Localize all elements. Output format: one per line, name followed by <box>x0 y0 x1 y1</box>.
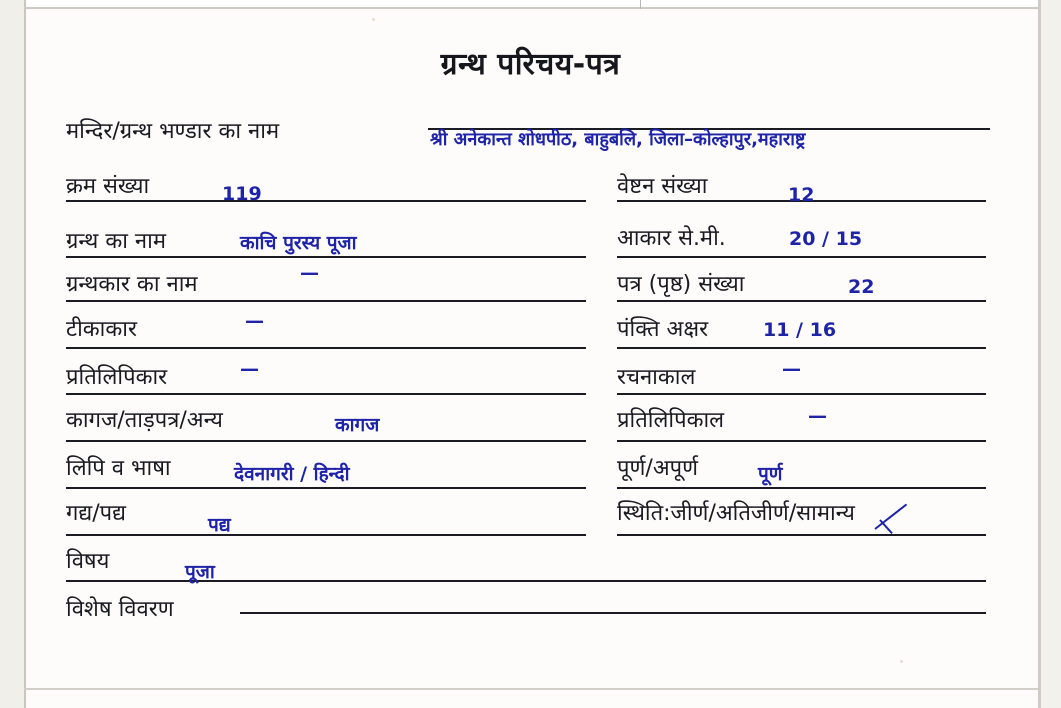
rule-size-cm <box>617 256 986 258</box>
rule-scribe <box>66 393 586 395</box>
field-value-commentator: — <box>245 310 263 332</box>
field-label-size-cm: आकार से.मी. <box>617 226 726 251</box>
field-label-special-remarks: विशेष विवरण <box>66 597 174 622</box>
field-value-manuscript-name: काचि पुरस्य पूजा <box>240 232 357 254</box>
rule-serial-number <box>66 200 586 202</box>
paper-edge-right <box>1038 0 1041 708</box>
field-label-lines-letters: पंक्ति अक्षर <box>617 317 709 342</box>
field-value-prose-verse: पद्य <box>208 514 231 536</box>
field-value-size-cm: 20 / 15 <box>789 228 863 250</box>
field-label-complete-incomplete: पूर्ण/अपूर्ण <box>617 456 699 481</box>
field-value-author-name: — <box>300 262 318 284</box>
rule-condition <box>617 534 986 536</box>
rule-special-remarks <box>240 612 986 614</box>
field-value-bundle-number: 12 <box>788 184 815 206</box>
page-title: ग्रन्थ परिचय-पत्र <box>440 47 621 82</box>
paper-edge-bottom <box>24 688 1038 690</box>
field-label-composition-date: रचनाकाल <box>617 365 696 390</box>
condition-selection-mark <box>874 504 907 530</box>
paper-speck <box>372 18 375 21</box>
rule-complete-incomplete <box>617 487 986 489</box>
rule-lines-letters <box>617 347 986 349</box>
field-label-author-name: ग्रन्थकार का नाम <box>66 272 198 297</box>
field-value-script-language: देवनागरी / हिन्दी <box>234 463 350 485</box>
field-value-folio-count: 22 <box>848 276 875 298</box>
field-label-prose-verse: गद्य/पद्य <box>66 501 127 526</box>
paper-speck <box>900 660 903 663</box>
field-label-commentator: टीकाकार <box>66 317 137 342</box>
paper-edge-left <box>24 0 26 708</box>
field-label-scribe: प्रतिलिपिकार <box>66 365 168 390</box>
field-label-script-language: लिपि व भाषा <box>66 456 171 481</box>
page-left-margin <box>0 0 25 708</box>
rule-folio-count <box>617 300 986 302</box>
paper-edge-top <box>24 7 1038 9</box>
field-label-repository-name: मन्दिर/ग्रन्थ भण्डार का नाम <box>66 119 280 144</box>
rule-manuscript-name <box>66 256 586 258</box>
field-label-subject: विषय <box>66 549 110 574</box>
rule-material <box>66 440 586 442</box>
paper-fold-mark <box>640 0 641 9</box>
field-value-lines-letters: 11 / 16 <box>763 319 837 341</box>
field-label-bundle-number: वेष्टन संख्या <box>617 174 708 199</box>
field-value-serial-number: 119 <box>222 183 262 205</box>
field-label-condition: स्थिति:जीर्ण/अतिजीर्ण/सामान्य <box>617 501 855 526</box>
field-value-copy-date: — <box>808 405 826 427</box>
rule-composition-date <box>617 393 986 395</box>
field-label-manuscript-name: ग्रन्थ का नाम <box>66 229 166 254</box>
rule-prose-verse <box>66 534 586 536</box>
field-value-material: कागज <box>335 414 380 436</box>
field-value-complete-incomplete: पूर्ण <box>758 463 783 485</box>
field-value-repository-name: श्री अनेकान्त शोधपीठ, बाहुबलि, जिला–कोल्हापुर,महाराष्ट्र <box>430 129 806 150</box>
rule-copy-date <box>617 440 986 442</box>
field-label-material: कागज/ताड़पत्र/अन्य <box>66 408 223 433</box>
field-label-copy-date: प्रतिलिपिकाल <box>617 408 725 433</box>
page-right-margin <box>1041 0 1061 708</box>
rule-author-name <box>66 300 586 302</box>
field-value-scribe: — <box>240 358 258 380</box>
field-label-folio-count: पत्र (पृष्ठ) संख्या <box>617 272 745 297</box>
rule-script-language <box>66 487 586 489</box>
field-value-composition-date: — <box>782 358 800 380</box>
rule-commentator <box>66 347 586 349</box>
field-label-serial-number: क्रम संख्या <box>66 174 150 199</box>
field-value-subject: पूजा <box>185 561 215 583</box>
